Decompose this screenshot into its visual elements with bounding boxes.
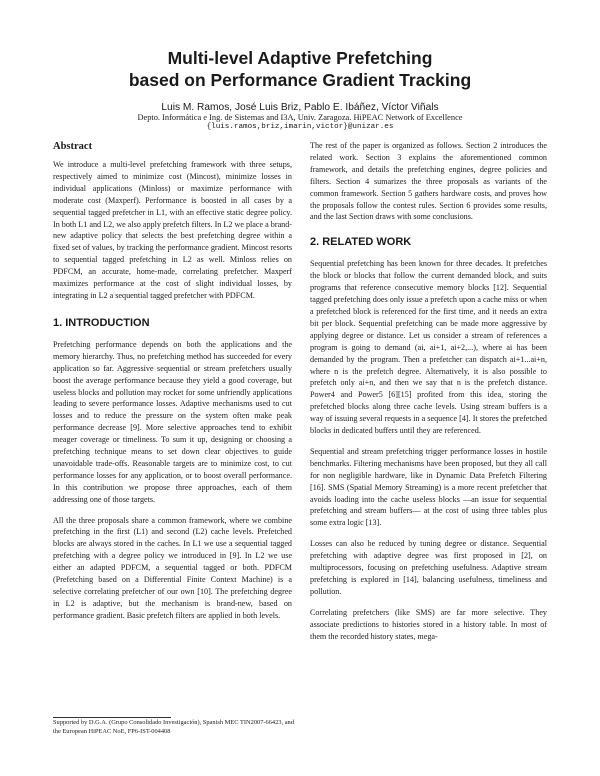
outline-paragraph: The rest of the paper is organized as follows. Section 2 introduces the related work. Section 3 explains the aforementioned common framework, and details the prefetching engines, degree policies and filters. Section 4 sumarizes the three proposals as variants of the common framework. Section 5 gathers hardware costs, and proves how the proposals follow the contest rules. Section 6 provides some results, and the last Section draws with some conclusions. xyxy=(310,141,547,222)
author-list: Luis M. Ramos, José Luis Briz, Pablo E. Ibáñez, Víctor Viñals xyxy=(161,102,439,113)
intro-paragraph-2: All the three proposals share a common framework, where we combine prefetching in the first (L1) and second (L2) cache levels. Prefetched blocks are always stored in the caches. In L1 we use a sequential tagged prefetching with a degree policy we introduced in [9]. In L2 we use either an adapted PDFCM, a sequential tagged or both. PDFCM (Prefetching based on a Differential Finite Context Machine) is a selective correlating prefetcher of our own [10]. The prefetching degree in L2 is adaptive, but the mechanism is brand-new, based on performance gradient. Basic prefetch filters are applied in both levels. xyxy=(53,515,292,620)
footnote-rule xyxy=(53,717,171,718)
intro-paragraph-1: Prefetching performance depends on both the applications and the memory hierarchy. Thus, no prefetching method has succeeded for every application so far. Aggressive sequential or stream prefetchers usually boost the average performance because they yield a good coverage, but useless blocks and pollution may rocket for some unfriendly applications leading to severe performance losses. Adaptive mechanisms used to cut losses and to reduce the pressure on the system often make peak performance decrease [9]. More selective approaches tend to exhibit meager coverage or timeliness. To sum it up, designing or choosing a prefetching technique means to set down clear objectives to guide unavoidable trade-offs. Reasonable targets are to minimize cost, to cut performance losses for any application, or to boost overall performance. In this contribution we propose three approaches, each of them addressing one of those targets. xyxy=(53,339,292,504)
right-column xyxy=(310,140,547,652)
paper-title-line-1: Multi-level Adaptive Prefetching xyxy=(167,48,433,68)
author-emails: {luis.ramos,briz,imarin,victor}@unizar.es xyxy=(206,123,394,131)
related-work-paragraph-1: Sequential prefetching has been known for three decades. It prefetches the block or blocks that follow the current demanded block, and suits programs that reference consecutive memory blocks [12]. Sequential tagged prefetching does only issue a prefetch upon a cache miss or when a prefetched block is referenced for the first time, and it needs an extra bit per block. Sequential prefetching can be made more aggressive by applying degree or distance. Let us consider a stream of references a program is going to demand (ai, ai+1, ai+2,...), where ai has been demanded by the program. Then a prefetcher can dispatch ai+1...ai+n, where n is the prefetch degree. Alternatively, it is also possible to prefetch only ai+n, and then we say that n is the prefetch distance. Power4 and Power5 [6][15] profited from this idea, storing the prefetched blocks along three cache levels. Using stream buffers is a way of issuing several requests in a sequence [4]. It stores the prefetched blocks in dedicated buffers until they are referenced. xyxy=(310,259,547,436)
footnote: Supported by D.G.A. (Grupo Consolidado Investigación), Spanish MEC TIN2007-66423, and the European HiPEAC NoE, FP6-IST-004408 xyxy=(53,719,294,735)
paper-title-line-2: based on Performance Gradient Tracking xyxy=(128,70,472,90)
left-column xyxy=(53,140,292,631)
related-work-paragraph-4: Correlating prefetchers (like SMS) are far more selective. They associate predictions to histories stored in a history table. In most of them the recorded history states, mega- xyxy=(310,607,547,641)
related-work-paragraph-2: Sequential and stream prefetching trigger performance losses in hostile benchmarks. Filtering mechanisms have been proposed, but they all call for non negligible hardware, like in Dynamic Data Prefetch Filtering [16]. SMS (Spatial Memory Streaming) is a more recent prefetcher that avoids loading into the cache useless blocks —an issue for sequential prefetching and stream buffers— at the cost of using three tables plus some extra logic [13]. xyxy=(310,446,547,528)
affiliation: Depto. Informática e Ing. de Sistemas and I3A, Univ. Zaragoza. HiPEAC Network of Excellence xyxy=(137,113,463,122)
abstract-text: We introduce a multi-level prefetching framework with three setups, respectively aimed to minimize cost (Mincost), minimize losses in individual applications (Minloss) or maximize performance with moderate cost (Maxperf). Performance is boosted in all cases by a sequential tagged prefetcher in L1, with an effective static degree policy. In both L1 and L2, we also apply prefetch filters. In L2 we place a brand-new adaptive policy that selects the best prefetching degree within a fixed set of values, by tracking the performance gradient. Mincost resorts to sequential tagged prefetching in L2 as well. Minloss relies on PDFCM, an accurate, home-made, correlating prefetcher. Maxperf maximizes performance at the cost of slight individual losses, by integrating in L2 a sequential tagged prefetcher with PDFCM. xyxy=(53,160,292,300)
related-work-paragraph-3: Losses can also be reduced by tuning degree or distance. Sequential prefetching with adaptive degree was first proposed in [2], on multiprocessors, focusing on prefetching usefulness. Adaptive stream prefetching is explored in [14], balancing usefulness, timeliness and pollution. xyxy=(310,539,547,596)
introduction-heading: 1. INTRODUCTION xyxy=(53,316,150,329)
related-work-heading: 2. RELATED WORK xyxy=(310,236,412,249)
abstract-heading: Abstract xyxy=(53,141,93,152)
